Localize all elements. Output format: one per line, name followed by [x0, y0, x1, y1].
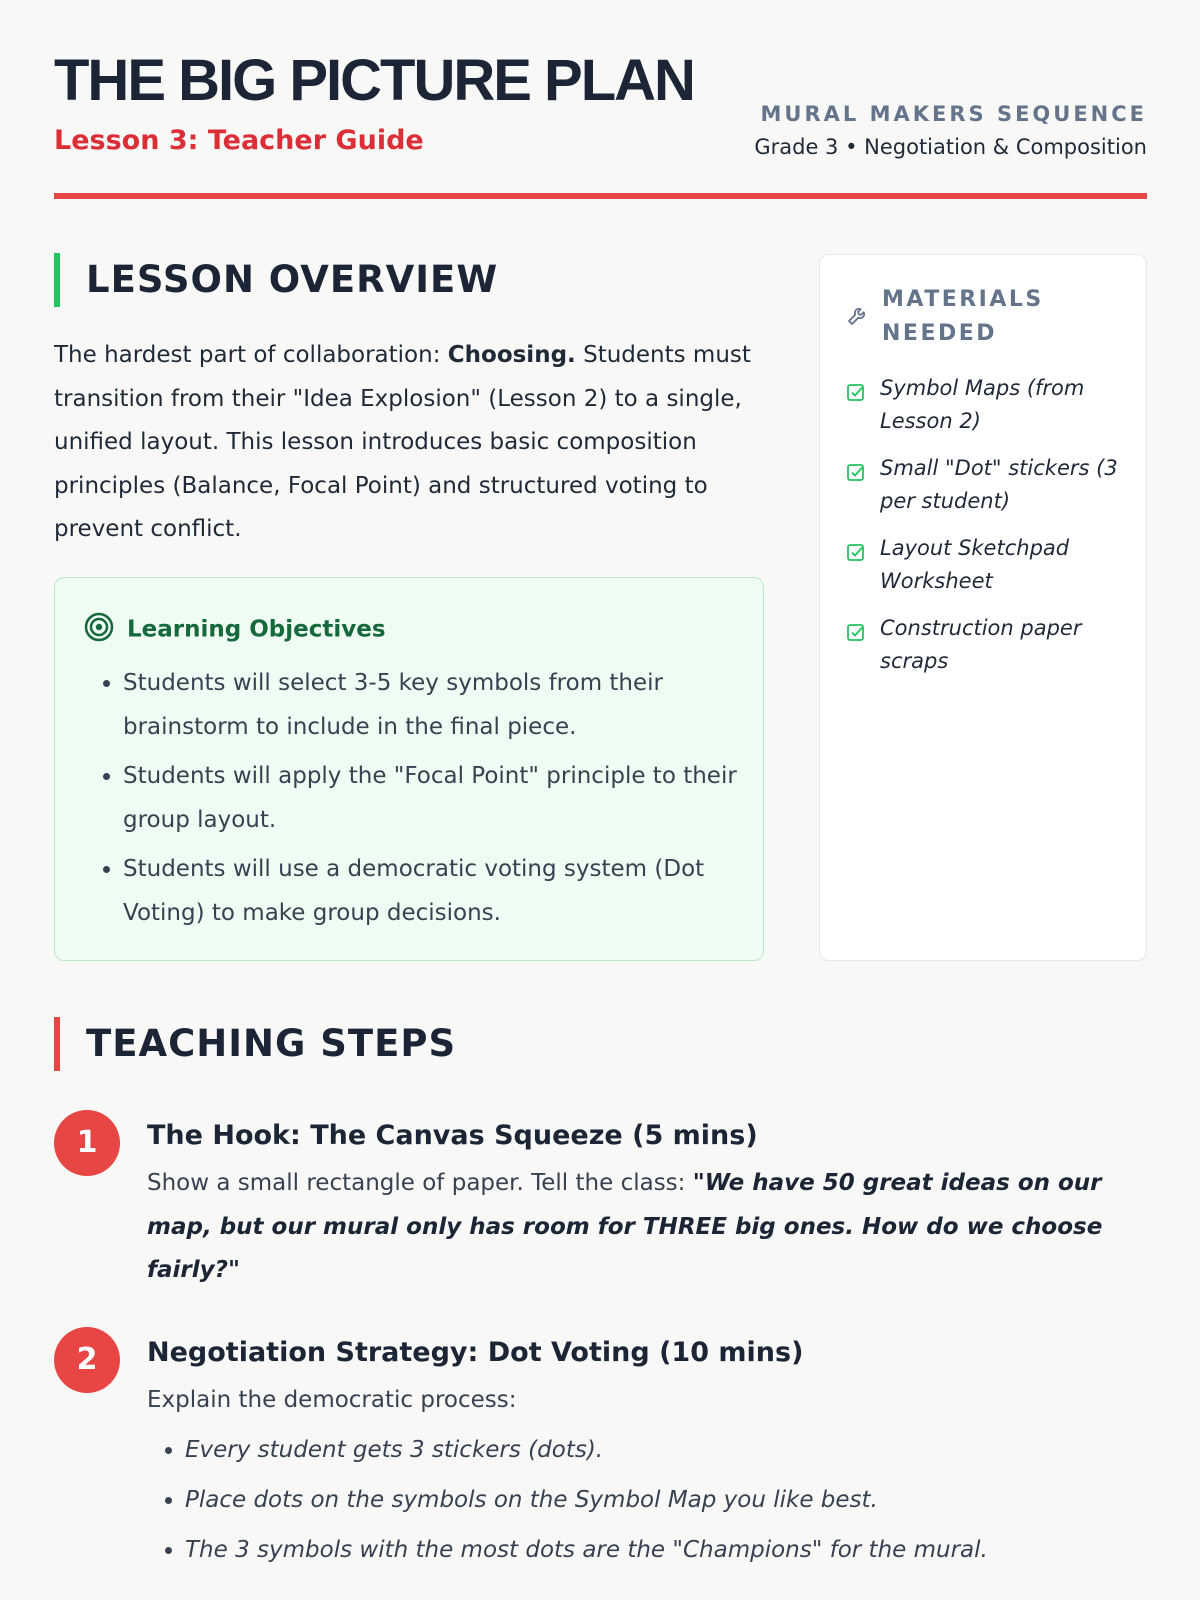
target-icon [83, 611, 115, 649]
wrench-icon [846, 303, 870, 331]
material-label: Construction paper scraps [880, 616, 1082, 673]
materials-list [846, 372, 1126, 692]
step-bullet: • Place dots on the symbols on the Symbol Map you like best. [185, 1475, 988, 1525]
step-bullet-list [157, 1425, 988, 1575]
material-item [846, 612, 1126, 678]
objectives-heading: Learning Objectives [127, 616, 386, 643]
checkbox-checked-icon [846, 619, 866, 652]
overview-paragraph [54, 334, 764, 552]
header-divider [54, 193, 1147, 199]
step-text: Show a small rectangle of paper. Tell the class: [147, 1170, 693, 1196]
teaching-steps-heading: TEACHING STEPS [54, 1017, 456, 1071]
step-number-badge: 1 [54, 1110, 120, 1176]
checkbox-checked-icon [846, 459, 866, 492]
material-item [846, 372, 1126, 438]
material-label: Symbol Maps (from Lesson 2) [880, 376, 1085, 433]
overview-text-bold: Choosing. [447, 342, 576, 368]
grade-line: Grade 3 • Negotiation & Composition [754, 135, 1147, 159]
overview-heading: LESSON OVERVIEW [54, 253, 498, 307]
objectives-heading-row [83, 611, 386, 649]
objective-item: • Students will select 3-5 key symbols from their brainstorm to include in the final piece. [123, 662, 763, 749]
step-bullet: • Every student gets 3 stickers (dots). [185, 1425, 988, 1475]
step-number-badge: 2 [54, 1327, 120, 1393]
material-label: Small "Dot" stickers (3 per student) [880, 456, 1118, 513]
page-title: THE BIG PICTURE PLAN [54, 48, 694, 113]
materials-heading: MATERIALS NEEDED [882, 287, 1044, 346]
step-bullet: • The 3 symbols with the most dots are the "Champions" for the mural. [185, 1525, 988, 1575]
materials-heading-row [846, 283, 1116, 351]
checkbox-checked-icon [846, 539, 866, 572]
objectives-list [93, 662, 763, 941]
material-label: Layout Sketchpad Worksheet [880, 536, 1070, 593]
step-body [147, 1379, 1117, 1423]
step-title: Negotiation Strategy: Dot Voting (10 mins) [147, 1337, 804, 1368]
overview-text-start: The hardest part of collaboration: [54, 342, 448, 368]
materials-card [819, 254, 1147, 961]
step-quote: "We have 50 great ideas on our map, but our mural only has room for THREE big ones. How do we choose fairly?" [147, 1170, 1103, 1283]
step-title: The Hook: The Canvas Squeeze (5 mins) [147, 1120, 758, 1151]
material-item [846, 532, 1126, 598]
learning-objectives-box [54, 577, 764, 961]
material-item [846, 452, 1126, 518]
objective-item: • Students will apply the "Focal Point" principle to their group layout. [123, 755, 763, 842]
step-body [147, 1162, 1117, 1293]
step-text: Explain the democratic process: [147, 1387, 517, 1413]
checkbox-checked-icon [846, 379, 866, 412]
overview-text-end: Students must transition from their "Idea Explosion" (Lesson 2) to a single, unified layout. This lesson introduces basic composition principles (Balance, Focal Point) and structured voting to prevent conflict. [54, 342, 751, 542]
page-subtitle: Lesson 3: Teacher Guide [54, 125, 424, 156]
series-label: MURAL MAKERS SEQUENCE [760, 102, 1147, 126]
objective-item: • Students will use a democratic voting system (Dot Voting) to make group decisions. [123, 848, 763, 935]
